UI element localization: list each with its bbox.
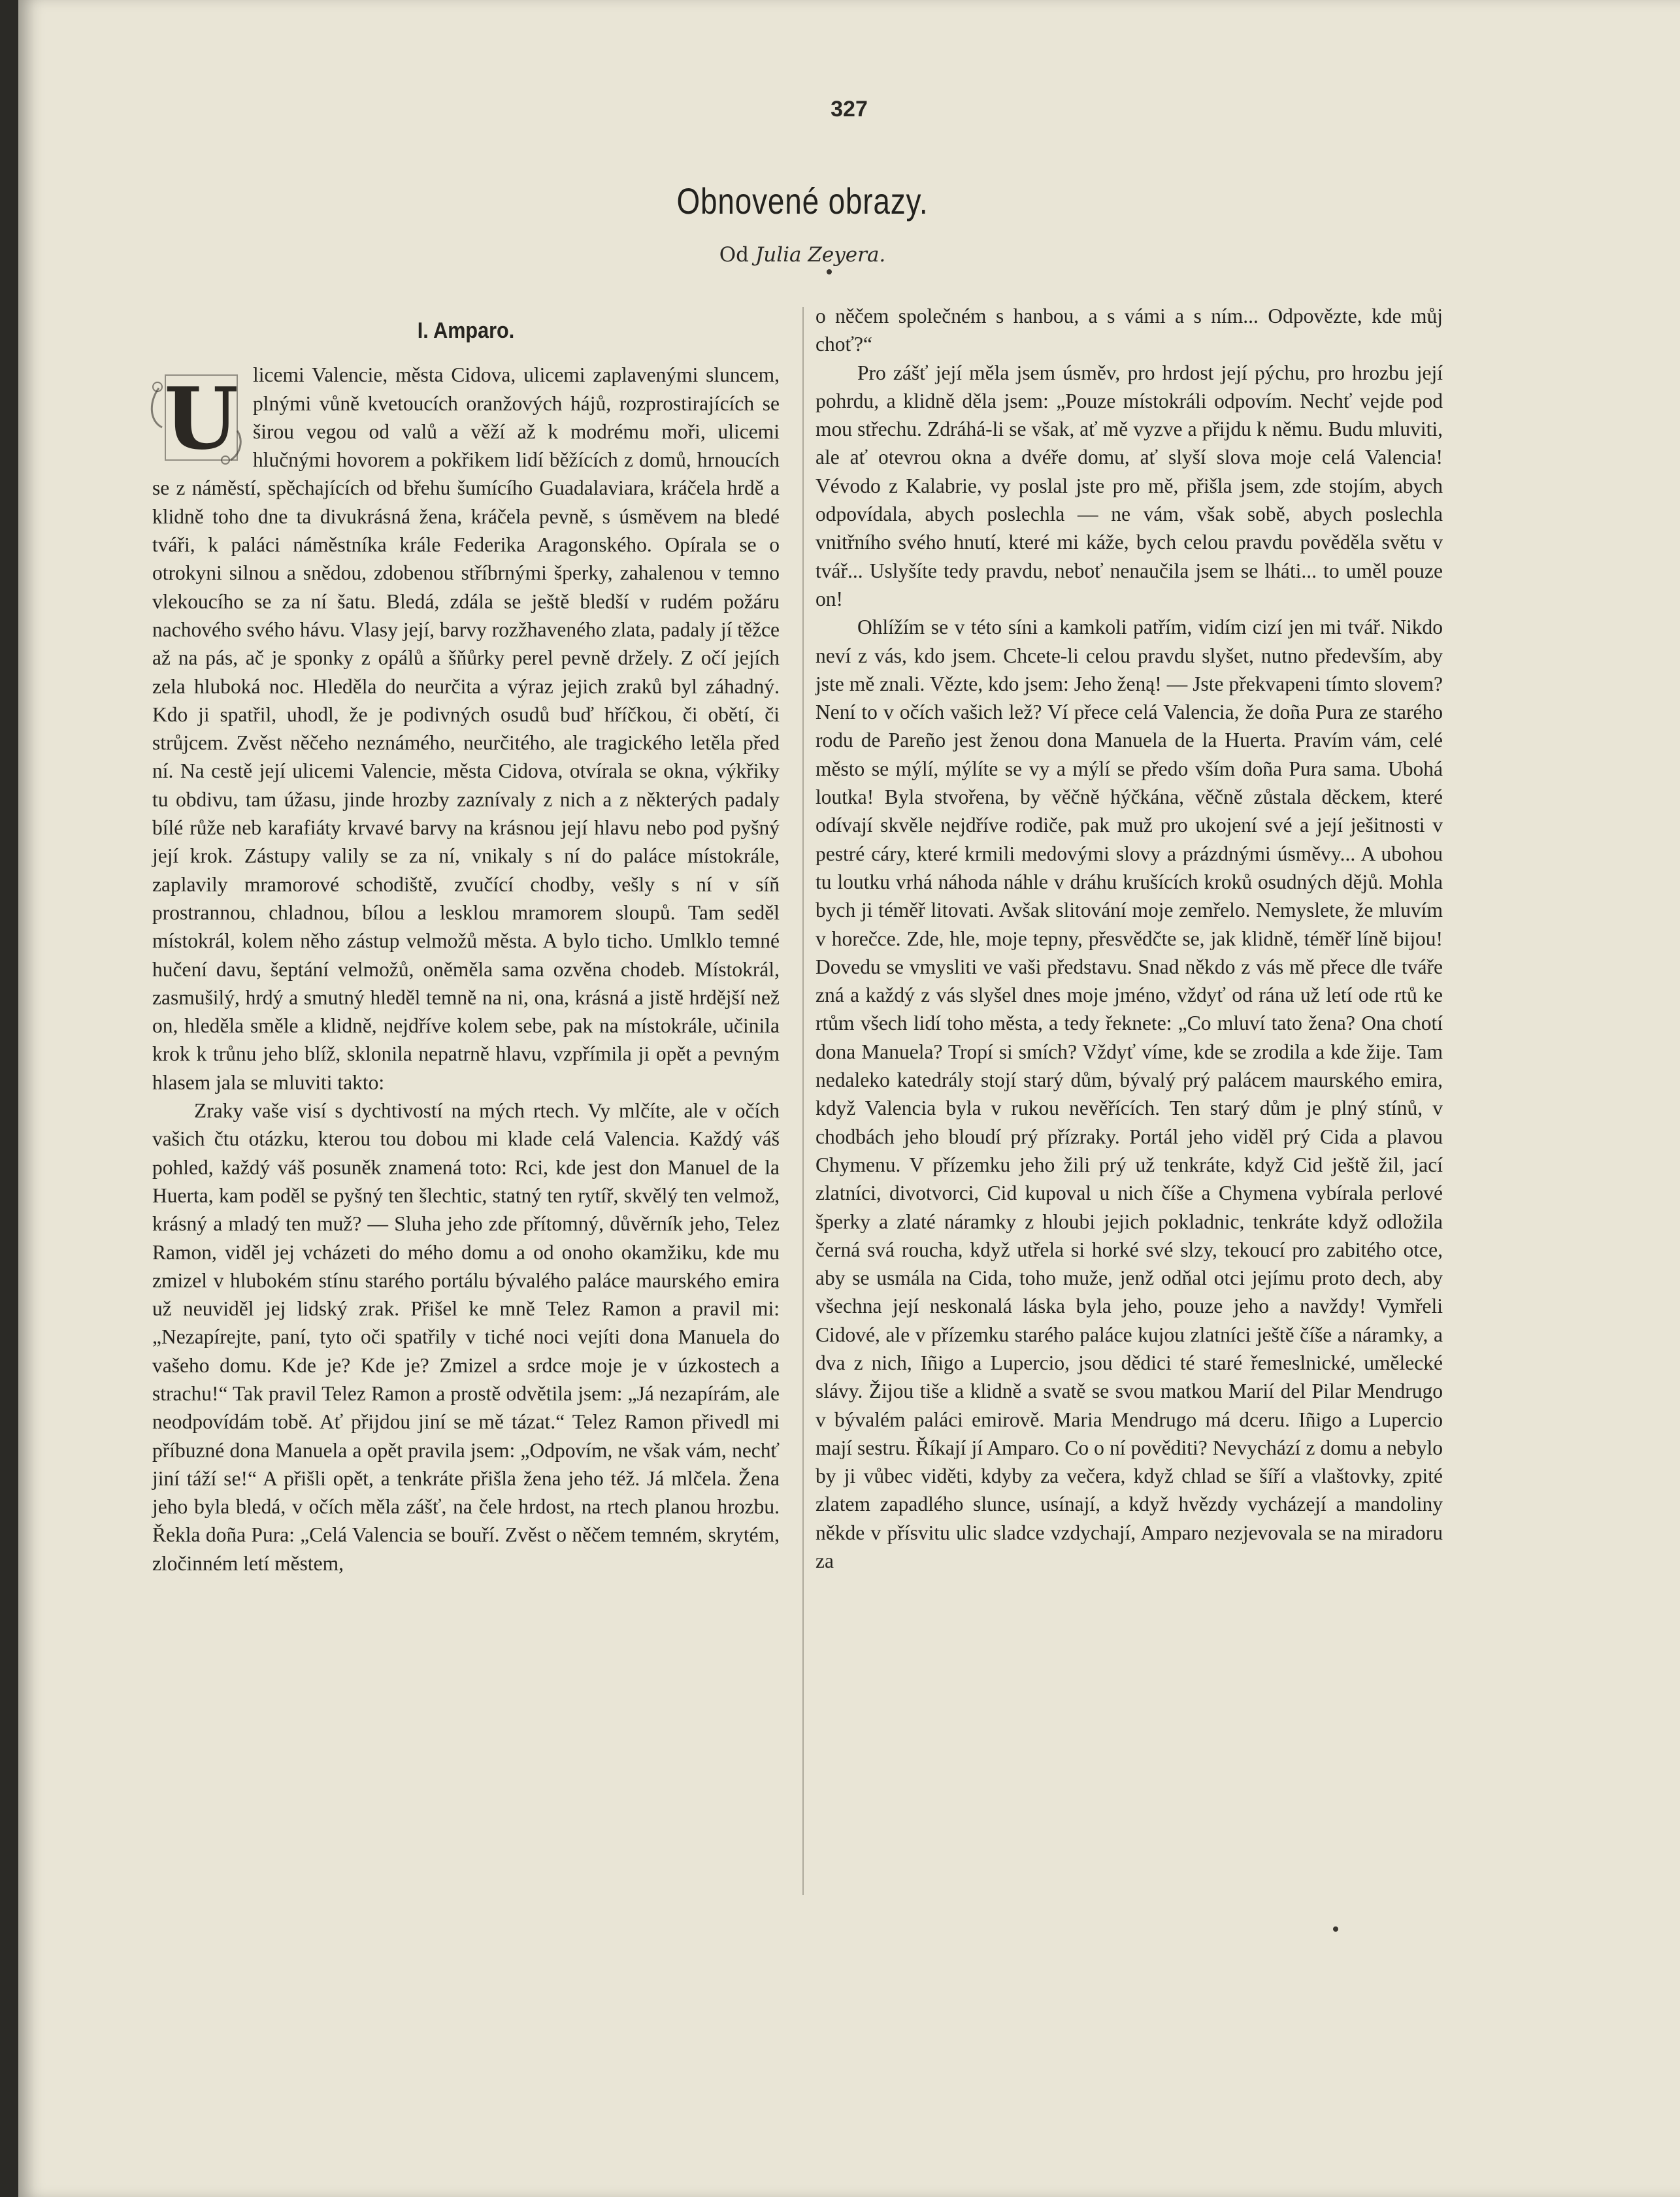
right-paragraph-2: Pro zášť její měla jsem úsměv, pro hrdost její pýchu, pro hrozbu její pohrdu, a klidně děla jsem: „Pouze místokráli odpovím. Nechť vejde pod mou střechu. Zdráhá-li se však, ať mě vyzve a přijdu k němu. Budu mluviti, ale ať otevrou okna a dvéře domu, ať slyší slova moje celá Valencia! Vévodo z Kalabrie, vy poslal jste pro mě, přišla jsem, zde stojím, abych odpovídala, abych poslechla — ne vám, však sobě, abych poslechla vnitřního svého hnutí, které mi káže, bych celou pravdu pověděla světu v tvář... Uslyšíte tedy pravdu, neboť nenaučila jsem se lháti... to uměl pouze on! <box>815 361 1443 610</box>
book-page <box>18 0 1680 2197</box>
ornamental-dropcap <box>146 362 244 470</box>
left-column <box>152 317 780 1578</box>
left-paragraph-2: Zraky vaše visí s dychtivostí na mých rtech. Vy mlčíte, ale v očích vašich čtu otázku, kterou tou dobou mi klade celá Valencia. Každý váš pohled, každý váš posuněk znamená toto: Rci, kde jest don Manuel de la Huerta, kam poděl se pyšný ten šlechtic, statný ten rytíř, skvělý ten velmož, krásný a mladý ten muž? — Sluha jeho zde přítomný, důvěrník jeho, Telez Ramon, viděl jej vcházeti do mého domu a od onoho okamžiku, kde mu zmizel v hlubokém stínu starého portálu bývalého paláce maurského emira už neuviděl jej lidský zrak. Přišel ke mně Telez Ramon a pravil mi: „Nezapírejte, paní, tyto oči spatřily v tiché noci vejíti dona Manuela do vašeho domu. Kde je? Kde je? Zmizel a srdce moje je v úzkostech a strachu!“ Tak pravil Telez Ramon a prostě odvětila jsem: „Já nezapírám, ale neodpovídám tobě. Ať přijdou jiní se mě tázat.“ Telez Ramon přivedl mi příbuzné dona Manuela a opět pravila jsem: „Odpovím, ne však vám, nechť jiní táží se!“ A přišli opět, a tenkráte přišla žena jeho též. Já mlčela. Žena jeho byla bledá, v očích měla zášť, na čele hrdost, na rtech planou hrozbu. Řekla doña Pura: „Celá Valencia se bouří. Zvěst o něčem temném, skrytém, zločinném letí městem, <box>152 1099 780 1575</box>
first-paragraph-wrap <box>152 361 780 1097</box>
byline-prefix: Od <box>719 243 749 267</box>
right-paragraph-1: o něčem společném s hanbou, a s vámi a s ním... Odpovězte, kde můj choť?“ <box>815 305 1443 356</box>
byline <box>606 243 998 267</box>
right-column <box>815 302 1443 1575</box>
column-divider <box>802 307 804 1895</box>
right-paragraph-3: Ohlížím se v této síni a kamkoli patřím, vidím cizí jen mi tvář. Nikdo neví z vás, kdo jsem. Chcete-li celou pravdu slyšet, nutno především, aby jste mě znali. Vězte, kdo jsem: Jeho ženą! — Jste překvapeni tímto slovem? Není to v očích vašich lež? Ví přece celá Valencia, že doña Pura ze starého rodu de Pareño jest ženou dona Manuela de la Huerta. Pravím vám, celé město se mýlí, mýlíte se vy a mýlí se předo vším doña Pura sama. Ubohá loutka! Byla stvořena, by věčně hýčkána, věčně zůstala děckem, které odívají skvěle nejdříve rodiče, pak muž pro ukojení své a její ješitnosti v pestré cáry, které krmili medovými slovy a prázdnými úsměvy... A ubohou tu loutku vrhá náhoda náhle v dráhu krušících kroků osudných dějů. Mohla bych ji téměř litovati. Avšak slitování moje zemřelo. Nemyslete, že mluvím v horečce. Zde, hle, moje tepny, přesvědčte se, jak klidně, téměř líně bijou! Dovedu se vmysliti ve vaši představu. Snad někdo z vás mě přece dle tváře zná a každý z vás slyšel dnes moje jméno, vždyť od rána už letí ode rtů ke rtům všech lidí toho města, a tedy řeknete: „Co mluví tato žena? Ona chotí dona Manuela? Tropí si smích? Vždyť víme, kde se zrodila a kde žije. Tam nedaleko katedrály stojí starý dům, bývalý prý palácem maurského emira, když Valencia byla v rukou nevěřících. Ten starý dům je plný stínů, v chodbách jeho bloudí prý přízraky. Portál jeho viděl prý Cida a plavou Chymenu. V přízemku jeho žili prý už tenkráte, když Cid ještě žil, jací zlatníci, divotvorci, Cid kupoval u nich číše a Chymena vybírala perlové šperky a zlaté náramky z hloubi jejich pokladnic, tenkráte když odložila černá svá roucha, když utřela si horké své slzy, tekoucí pro zabitého otce, aby se usmála na Cida, toho muže, jenž odňal otci jejímu proto dech, aby všechna její neskonalá láska byla jeho, pouze jeho a navždy! Vymřeli Cidové, ale v přízemku starého paláce kujou zlatníci ještě číše a náramky, a dva z nich, Iñigo a Lupercio, jsou dědici té staré řemeslnické, umělecké slávy. Žijou tiše a klidně a svatě se svou matkou Marií del Pilar Mendrugo v bývalém paláci emirově. Maria Mendrugo má dceru. Iñigo a Lupercio mají sestru. Říkají jí Amparo. Co o ní pověditi? Nevychází z domu a nebylo by ji vůbec viděti, kdyby za večera, když chlad se šíří a vlaštovky, zpité zlatem zapadlého slunce, usínají, a když hvězdy vycházejí a mandoliny někde v přísvitu ulic sladce vzdychají, Amparo nezjevovala se na miradoru za <box>815 616 1443 1573</box>
ink-spot <box>1333 1926 1338 1932</box>
left-paragraph-1: licemi Valencie, města Cidova, ulicemi zaplavenými sluncem, plnými vůně kvetoucích oranžových hájů, rozprostirajících se širou vegou od valů a věží až k modrému moři, ulicemi hlučnými hovorem a pokřikem lidí běžících z domů, hrnoucích se z náměstí, spěchajících od břehu šumícího Guadalaviara, kráčela hrdě a klidně toho dne ta divukrásná žena, kráčela pevně, s úsměvem na bledé tváři, k paláci náměstníka krále Federika Aragonského. Opírala se o otrokyni silnou a snědou, zdobenou stříbrnými šperky, zahalenou v temno vlekoucího se za ní šatu. Bledá, zdála se ještě bledší v rudém požáru nachového svého hávu. Vlasy její, barvy rozžhaveného zlata, padaly jí těžce až na pás, ač je sponky z opálů a šňůrky perel pevně držely. Z očí jejích zela hluboká noc. Hleděla do neurčita a výraz jejich zraků byl záhadný. Kdo ji spatřil, uhodl, že je podivných osudů buď hříčkou, či obětí, či strůjcem. Zvěst něčeho neznámého, neurčitého, ale tragického letěla před ní. Na cestě její ulicemi Valencie, města Cidova, otvírala se okna, výkřiky tu obdivu, tam úžasu, jinde hrozby zaznívaly z nich a z některých padaly bílé růže neb karafiáty krvavé barvy na krásnou její hlavu nebo pod pyšný její krok. Zástupy valily se za ní, vnikaly s ní do paláce místokrále, zaplavily mramorové schodiště, zvučící chodby, vešly s ní v síň prostrannou, chladnou, bílou a lesklou mramorem sloupů. Tam seděl místokrál, kolem něho zástup velmožů města. A bylo ticho. Umlklo temné hučení davu, šeptání velmožů, oněměla sama ozvěna chodeb. Místokrál, zasmušilý, hrdý a smutný hleděl temně na ni, ona, krásná a jistě hrdější než on, hleděla směle a klidně, nejdříve kolem sebe, pak na místokrále, učinila krok k trůnu jeho blíž, sklonila nepatrně hlavu, vzpřímila ji opět a pevným hlasem jala se mluviti takto: <box>152 363 780 1094</box>
byline-author: Julia Zeyera. <box>755 243 886 267</box>
dropcap-letter: U <box>164 369 239 469</box>
section-heading: I. Amparo. <box>417 318 515 343</box>
ink-spot <box>827 269 832 274</box>
page-number: 327 <box>831 97 868 122</box>
article-title: Obnovené obrazy. <box>676 180 929 222</box>
